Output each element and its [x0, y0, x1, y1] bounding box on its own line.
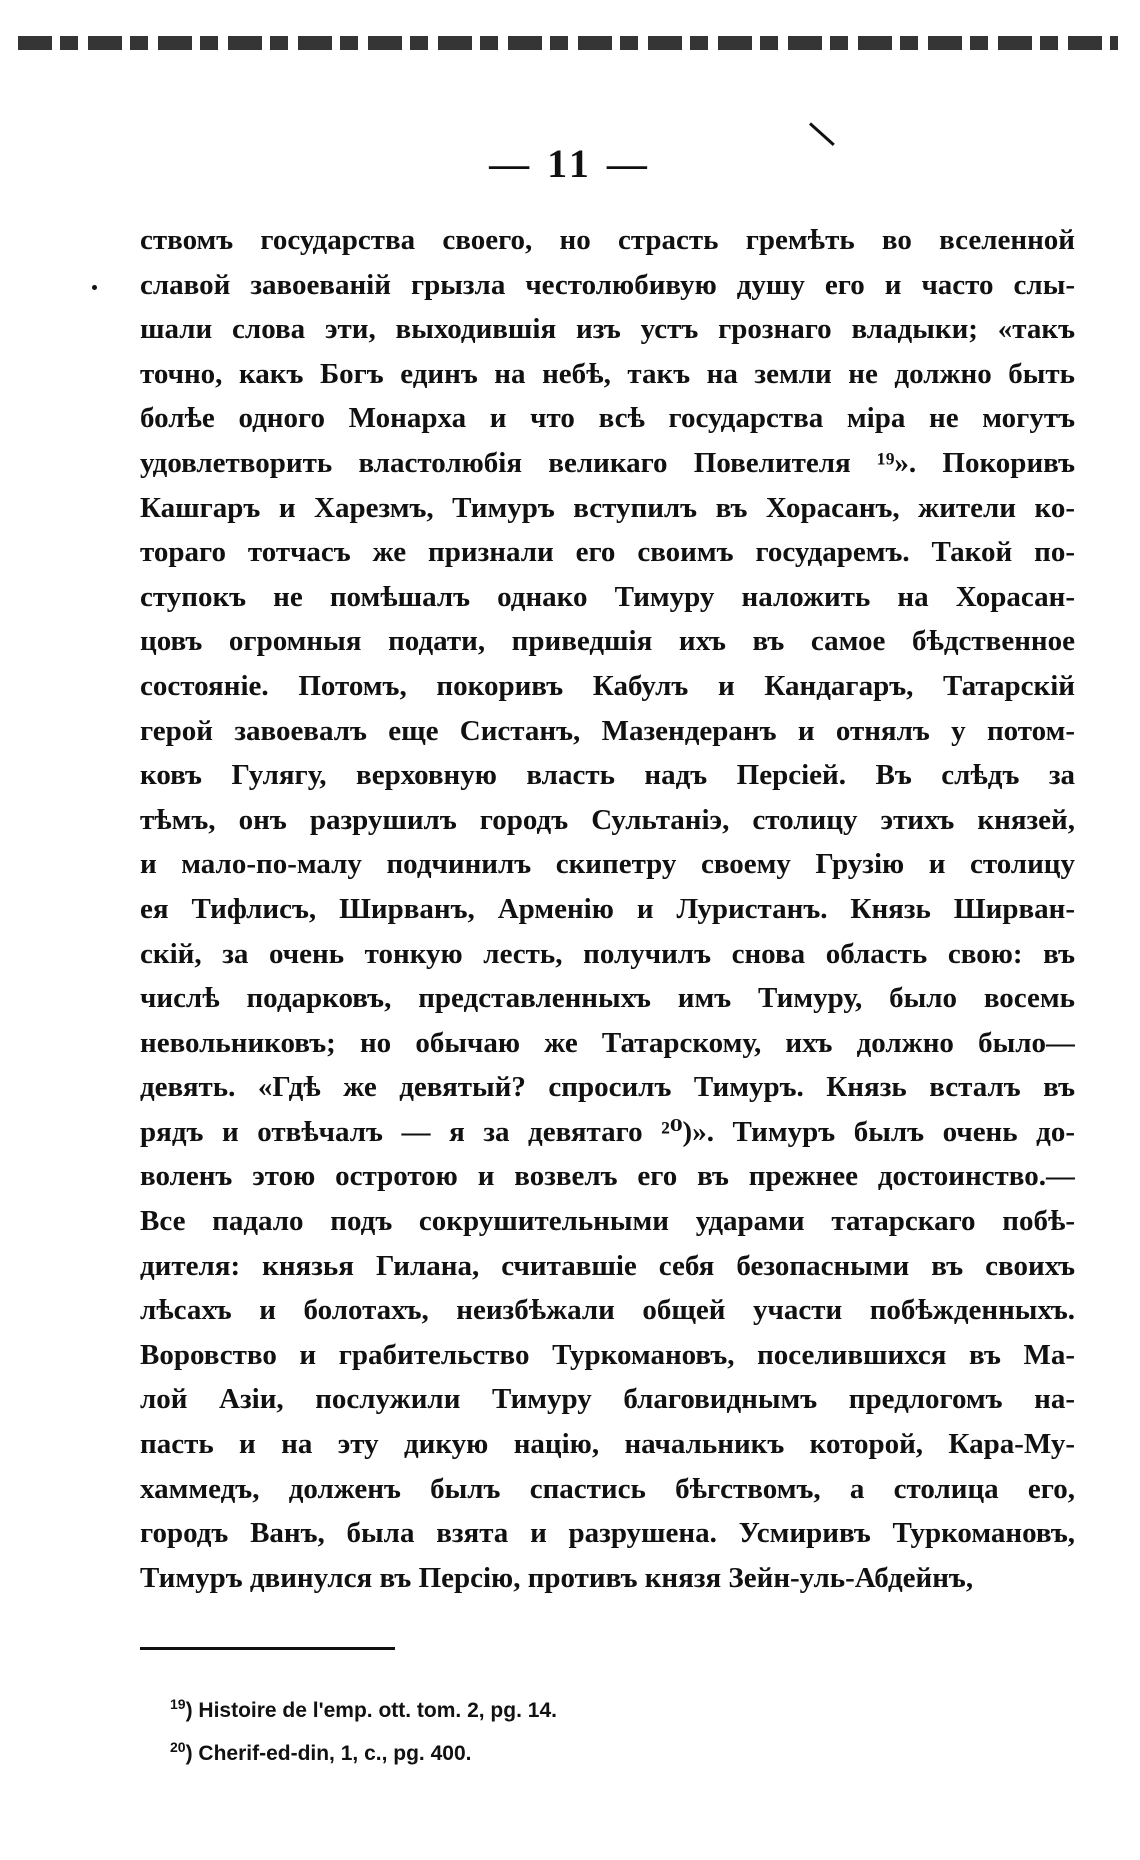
- page-number: — 11 —: [489, 141, 651, 186]
- text-line: ея Тифлисъ, Ширванъ, Арменiю и Луристанъ. Князь Ширван-: [140, 892, 1075, 925]
- footnote-text: ) Cherif-ed-din, 1, c., pg. 400.: [185, 1742, 472, 1765]
- footnote-divider: [140, 1647, 395, 1650]
- margin-dot: [92, 285, 97, 290]
- text-line: шали слова эти, выходившiя изъ устъ грознаго владыки; «такъ: [140, 313, 1075, 346]
- footnote-19: [170, 1686, 557, 1729]
- text-line: рядъ и отвѣчалъ — я за девятаго ²⁰)». Тимуръ былъ очень до-: [140, 1115, 1075, 1148]
- text-line: цовъ огромныя подати, приведшiя ихъ въ самое бѣдственное: [140, 625, 1075, 658]
- footnote-number: 19: [170, 1696, 186, 1712]
- text-line: славой завоеванiй грызла честолюбивую душу его и часто слы-: [140, 268, 1075, 301]
- text-line: лѣсахъ и болотахъ, неизбѣжали общей участи побѣжденныхъ.: [140, 1294, 1075, 1327]
- text-line: Все падало подъ сокрушительными ударами татарскаго побѣ-: [140, 1205, 1075, 1238]
- text-line: тораго тотчасъ же признали его своимъ государемъ. Такой по-: [140, 536, 1075, 569]
- footnotes: [170, 1686, 557, 1772]
- text-line: хаммедъ, долженъ былъ спастись бѣгствомъ, а столица его,: [140, 1472, 1075, 1505]
- text-line: ковъ Гулягу, верховную власть надъ Персiей. Въ слѣдъ за: [140, 759, 1075, 792]
- text-line: дителя: князья Гилана, считавшiе себя безопасными въ своихъ: [140, 1249, 1075, 1282]
- text-line: герой завоевалъ еще Систанъ, Мазендеранъ и отнялъ у потом-: [140, 714, 1075, 747]
- text-line: тѣмъ, онъ разрушилъ городъ Сультанiэ, столицу этихъ князей,: [140, 803, 1075, 836]
- text-line: пасть и на эту дикую нацiю, начальникъ которой, Кара-Му-: [140, 1428, 1075, 1461]
- text-line: точно, какъ Богъ единъ на небѣ, такъ на земли не должно быть: [140, 357, 1075, 390]
- footnote-text: ) Histoire de l'emp. ott. tom. 2, pg. 14.: [185, 1699, 557, 1722]
- text-line: девять. «Гдѣ же девятый? спросилъ Тимуръ. Князь всталъ въ: [140, 1071, 1075, 1104]
- text-line: городъ Ванъ, была взята и разрушена. Усмиривъ Туркомановъ,: [140, 1517, 1075, 1550]
- text-line: Кашгаръ и Харезмъ, Тимуръ вступилъ въ Хорасанъ, жители ко-: [140, 491, 1075, 524]
- text-line: состоянiе. Потомъ, покоривъ Кабулъ и Кандагаръ, Татарскiй: [140, 669, 1075, 702]
- text-line: и мало-по-малу подчинилъ скипетру своему Грузiю и столицу: [140, 848, 1075, 881]
- text-line: ступокъ не помѣшалъ однако Тимуру наложить на Хорасан-: [140, 580, 1075, 613]
- text-line: ствомъ государства своего, но страсть гремѣть во вселенной: [140, 224, 1075, 256]
- footnote-20: [170, 1729, 557, 1772]
- text-line: лой Азiи, послужили Тимуру благовиднымъ предлогомъ на-: [140, 1383, 1075, 1416]
- text-line: Воровство и грабительство Туркомановъ, поселившихся въ Ма-: [140, 1338, 1075, 1371]
- text-line: удовлетворить властолюбiя великаго Повелителя ¹⁹». Покоривъ: [140, 446, 1075, 479]
- text-line: воленъ этою остротою и возвелъ его въ прежнее достоинство.—: [140, 1160, 1075, 1193]
- text-line: Тимуръ двинулся въ Персiю, противъ князя Зейн-уль-Абдейнъ,: [140, 1561, 974, 1594]
- text-line: числѣ подарковъ, представленныхъ имъ Тимуру, было восемь: [140, 982, 1075, 1015]
- footnote-number: 20: [170, 1739, 186, 1755]
- text-line: болѣе одного Монарха и что всѣ государства мiра не могутъ: [140, 402, 1075, 435]
- scan-border-noise: [18, 36, 1118, 50]
- text-line: невольниковъ; но обычаю же Татарскому, ихъ должно было—: [140, 1026, 1075, 1059]
- body-text: [140, 218, 1075, 1600]
- text-line: скiй, за очень тонкую лесть, получилъ снова область свою: въ: [140, 937, 1075, 970]
